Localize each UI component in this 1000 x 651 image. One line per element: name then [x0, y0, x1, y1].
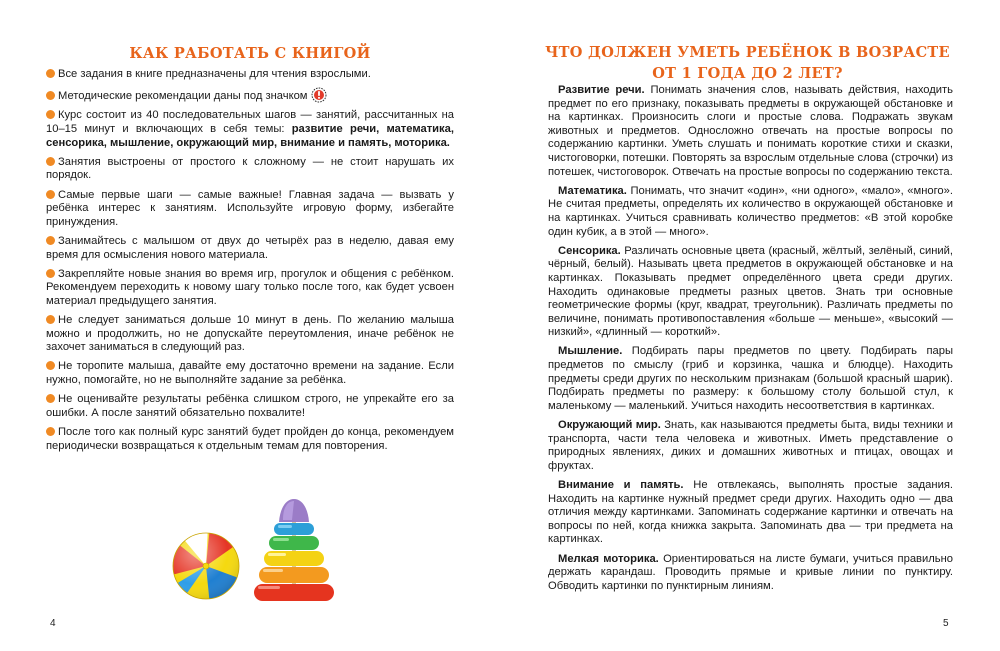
skill-heading: Мышление. [558, 345, 623, 358]
rule-item: Не торопите малыша, давайте ему достаточно времени на задание. Если нужно, помогайте, но не выполняйте задание за ребёнка. [46, 360, 454, 387]
bullet-icon [46, 190, 55, 199]
beach-ball-icon [170, 530, 242, 602]
bullet-icon [46, 110, 55, 119]
skill-paragraph: Развитие речи. Понимать значения слов, называть действия, находить предмет по его признаку, показывать предметы в окружающей обстановке и на картинках. Произносить слоги и простые слова. Подражать звукам животных и предметов. Односложно отвечать на простые вопросы по содержанию картинки. Уметь слушать и понимать короткие стихи и сказки, чистоговорки, потешки. Повторять за взрослым отдельные слова (строчки) из потешек, чистоговорок. Отвечать на простые вопросы по содержанию текста. [548, 84, 953, 178]
bullet-icon [46, 69, 55, 78]
bullet-icon [46, 427, 55, 436]
rule-item: Закрепляйте новые знания во время игр, прогулок и общения с ребёнком. Рекомендуем переходить к новому шагу только после того, как будет усвоен материал предыдущего занятия. [46, 267, 454, 307]
exclamation-badge-icon [311, 87, 327, 103]
skill-paragraph: Окружающий мир. Знать, как называются предметы быта, виды техники и транспорта, части тела человека и животных. Иметь представление о природных явлениях, диких и домашних животных и птицах, овощах и фруктах. [548, 419, 954, 472]
bullet-icon [46, 394, 55, 403]
skill-heading: Внимание и память. [558, 479, 684, 491]
skill-paragraph: Математика. Понимать, что значит «один», «ни одного», «мало», «много». Не считая предметы, определять их количество в окружающей обстановке и на картинках. Учиться сравнивать количество предметов: «В этой коробке один кубик, а в этой — много». [548, 184, 953, 238]
rule-item: Самые первые шаги — самые важные! Главная задача — вызвать у ребёнка интерес к занятиям. Используйте игровую форму, избегайте принуждения. [46, 188, 454, 228]
skill-heading: Мелкая моторика. [558, 552, 659, 565]
bullet-icon [46, 236, 55, 245]
skill-paragraph: Мелкая моторика. Ориентироваться на листе бумаги, учиться правильно держать карандаш. Проводить прямые и кривые линии по пунктиру. Обводить картинки по пунктирным линиям. [548, 552, 953, 592]
rule-item: Все задания в книге предназначены для чтения взрослыми. [46, 68, 454, 82]
page-number-right: 5 [943, 618, 949, 629]
right-page [500, 0, 1000, 651]
stacking-pyramid-icon [252, 496, 336, 606]
rule-item: Занимайтесь с малышом от двух до четырёх раз в неделю, давая ему время для осмысления нового материала. [46, 234, 454, 261]
skill-heading: Математика. [558, 184, 627, 197]
bullet-icon [46, 157, 55, 166]
skills-list [548, 84, 953, 599]
rule-item: Не оценивайте результаты ребёнка слишком строго, не упрекайте его за ошибки. А после занятий обязательно похвалите! [46, 393, 454, 419]
rule-item: После того как полный курс занятий будет пройден до конца, рекомендуем периодически возвращаться к отдельным темам для повторения. [46, 426, 454, 452]
title-line-2: ОТ 1 ГОДА ДО 2 ЛЕТ? [652, 65, 843, 82]
title-line-1: ЧТО ДОЛЖЕН УМЕТЬ РЕБЁНОК В ВОЗРАСТЕ [545, 44, 950, 61]
skill-paragraph: Сенсорика. Различать основные цвета (красный, жёлтый, зелёный, синий, чёрный, белый). Называть цвета предметов в окружающей обстановке и на картинках. Показывать предмет определённого цвета среди других. Находить одинаковые предметы разных цветов. Знать три основные геометрические формы (круг, квадрат, треугольник). Различать предметы по величине, понимать противопоставления «больше — меньше», «высокий — низкий», «длинный — короткий». [548, 244, 953, 339]
bullet-icon [46, 269, 55, 278]
skill-heading: Сенсорика. [558, 244, 621, 257]
skill-paragraph: Внимание и память. Не отвлекаясь, выполнять простые задания. Находить на картинке нужный предмет среди других. Находить одно — два отличия между картинками. Запоминать содержание картинки и отвечать на вопросы по ней, когда книжка закрыта. Запоминать два — три предмета на картинках. [548, 479, 953, 546]
page-title-right [540, 42, 955, 84]
bullet-icon [46, 361, 55, 370]
skill-paragraph: Мышление. Подбирать пары предметов по цвету. Подбирать пары предметов по смыслу (гриб и корзинка, чашка и блюдце). Находить предметы среди других по нескольким признакам (большой красный шарик). Подбирать предметы по размеру: к большому столу большой стул, к маленькому — маленький. Учиться находить несоответствия в картинках. [548, 345, 953, 412]
skill-heading: Окружающий мир. [558, 419, 661, 432]
rules-list [46, 68, 454, 459]
rule-item: Курс состоит из 40 последовательных шагов — занятий, рассчитанных на 10–15 минут и включающих в себя темы: развитие речи, математика, сенсорика, мышление, окружающий мир, внимание и память, моторика. [46, 109, 454, 149]
page-number-left: 4 [50, 618, 56, 629]
page-title-left: КАК РАБОТАТЬ С КНИГОЙ [129, 45, 371, 62]
rule-item: Методические рекомендации даны под значком [46, 87, 454, 104]
bullet-icon [46, 315, 55, 324]
bullet-icon [46, 91, 55, 100]
skill-heading: Развитие речи. [558, 84, 645, 96]
rule-item: Занятия выстроены от простого к сложному — не стоит нарушать их порядок. [46, 155, 454, 182]
rule-item: Не следует заниматься дольше 10 минут в день. По желанию малыша можно и продолжить, но не допускайте переутомления, иначе ребёнок не захочет заниматься в следующий раз. [46, 314, 454, 354]
